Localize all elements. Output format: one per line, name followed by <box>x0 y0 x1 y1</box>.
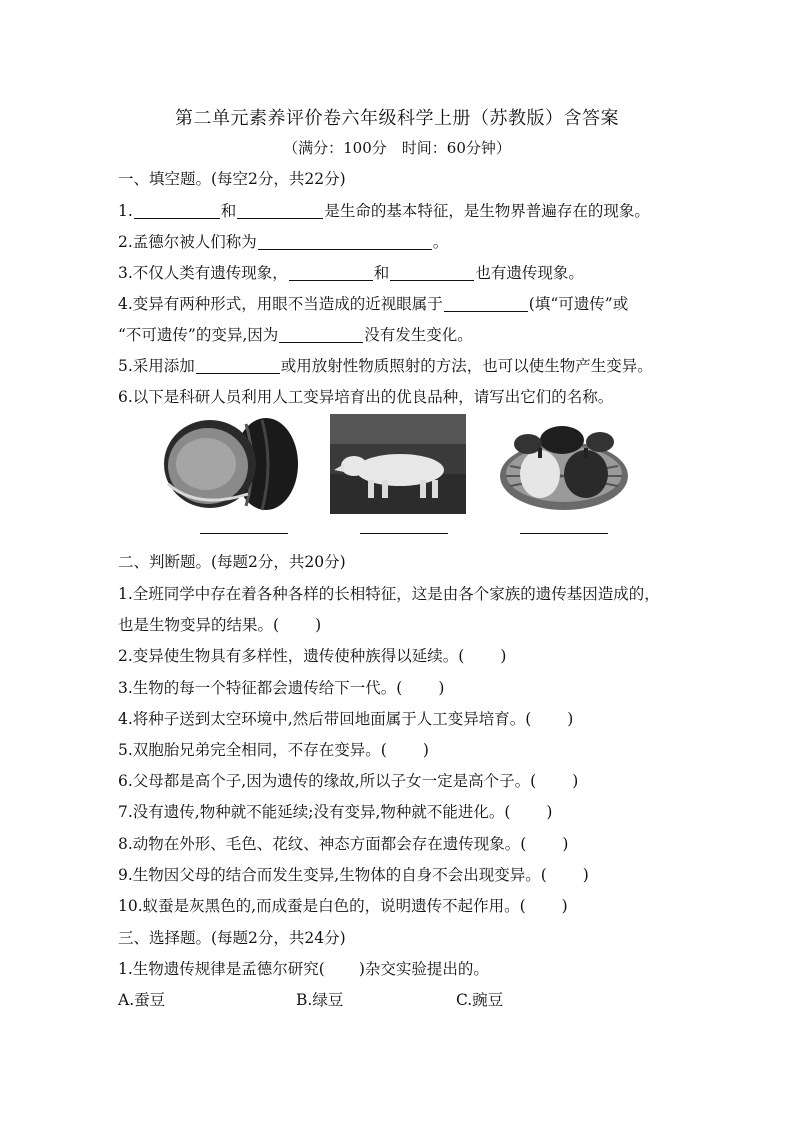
judge-question-7: 7.没有遗传,物种就不能延续;没有变异,物种就不能进化。( ) <box>118 803 553 821</box>
judge-question-1-cont: 也是生物变异的结果。( ) <box>118 616 322 634</box>
judge-question-2: 2.变异使生物具有多样性，遗传使种族得以延续。( ) <box>118 647 507 665</box>
q4-blank-b[interactable] <box>279 326 363 343</box>
judge-question-6: 6.父母都是高个子,因为遗传的缘故,所以子女一定是高个子。( ) <box>118 772 579 790</box>
q5-text: 5.采用添加 <box>118 357 195 375</box>
q1-tail: 是生命的基本特征，是生物界普遍存在的现象。 <box>324 202 650 220</box>
watermelon-image <box>158 414 300 514</box>
fill-question-2 <box>118 230 448 252</box>
fill-question-4 <box>118 292 628 314</box>
q3-blank-a[interactable] <box>289 264 373 281</box>
judge-question-9: 9.生物因父母的结合而发生变异,生物体的自身不会出现变异。( ) <box>118 866 589 884</box>
judge-1-text: 也是生物变异的结果。( <box>118 616 280 634</box>
image-3-answer-line[interactable] <box>520 533 608 534</box>
section3-heading: 三、选择题。(每题2分，共24分) <box>118 929 346 947</box>
judge-question-3: 3.生物的每一个特征都会遗传给下一代。( ) <box>118 679 445 697</box>
q4b-text: “不可遗传”的变异,因为 <box>118 326 279 344</box>
q1-number: 1. <box>118 202 133 220</box>
judge-question-8: 8.动物在外形、毛色、花纹、神态方面都会存在遗传现象。( ) <box>118 835 569 853</box>
q1-blank-a[interactable] <box>134 202 220 219</box>
judge-question-1: 1.全班同学中存在着各种各样的长相特征，这是由各个家族的遗传基因造成的， <box>118 585 660 603</box>
image-1-answer-line[interactable] <box>200 533 288 534</box>
fill-question-3 <box>118 261 584 283</box>
bell-pepper-basket-image <box>496 414 632 514</box>
choice-option-a[interactable]: A.蚕豆 <box>118 991 166 1009</box>
choice-question-1: 1.生物遗传规律是孟德尔研究( )杂交实验提出的。 <box>118 960 489 978</box>
page-subtitle: （满分：100分 时间：60分钟） <box>283 139 511 157</box>
judge-question-5: 5.双胞胎兄弟完全相同，不存在变异。( ) <box>118 741 429 759</box>
q2-tail: 。 <box>432 233 449 251</box>
fill-question-6: 6.以下是科研人员利用人工变异培育出的优良品种，请写出它们的名称。 <box>118 388 614 406</box>
q5-tail: 或用放射性物质照射的方法，也可以使生物产生变异。 <box>280 357 653 375</box>
image-2-answer-line[interactable] <box>360 533 448 534</box>
fill-question-1 <box>118 199 650 221</box>
choice-option-b[interactable]: B.绿豆 <box>296 991 344 1009</box>
q1-and: 和 <box>220 202 237 220</box>
q4b-tail: 没有发生变化。 <box>364 326 473 344</box>
q1-blank-b[interactable] <box>237 202 323 219</box>
choice-option-c[interactable]: C.豌豆 <box>456 991 504 1009</box>
q4-tail: (填“可遗传”或 <box>528 295 629 313</box>
q2-blank[interactable] <box>258 233 432 250</box>
q2-text: 2.孟德尔被人们称为 <box>118 233 257 251</box>
judge-question-4: 4.将种子送到太空环境中,然后带回地面属于人工变异培育。( ) <box>118 710 574 728</box>
q3-tail: 也有遗传现象。 <box>475 264 584 282</box>
fill-question-4-cont <box>118 323 473 345</box>
q3-text: 3.不仅人类有遗传现象， <box>118 264 288 282</box>
q5-blank[interactable] <box>196 357 280 374</box>
q4-text: 4.变异有两种形式，用眼不当造成的近视眼属于 <box>118 295 443 313</box>
section1-heading: 一、填空题。(每空2分，共22分) <box>118 170 346 188</box>
q3-blank-b[interactable] <box>390 264 474 281</box>
pig-image <box>330 414 466 514</box>
q4-blank-a[interactable] <box>444 295 528 312</box>
section2-heading: 二、判断题。(每题2分，共20分) <box>118 553 346 571</box>
page-title: 第二单元素养评价卷六年级科学上册（苏教版）含答案 <box>175 108 619 129</box>
fill-question-5 <box>118 354 653 376</box>
judge-question-10: 10.蚁蚕是灰黑色的,而成蚕是白色的，说明遗传不起作用。( ) <box>118 897 568 915</box>
q3-and: 和 <box>373 264 390 282</box>
